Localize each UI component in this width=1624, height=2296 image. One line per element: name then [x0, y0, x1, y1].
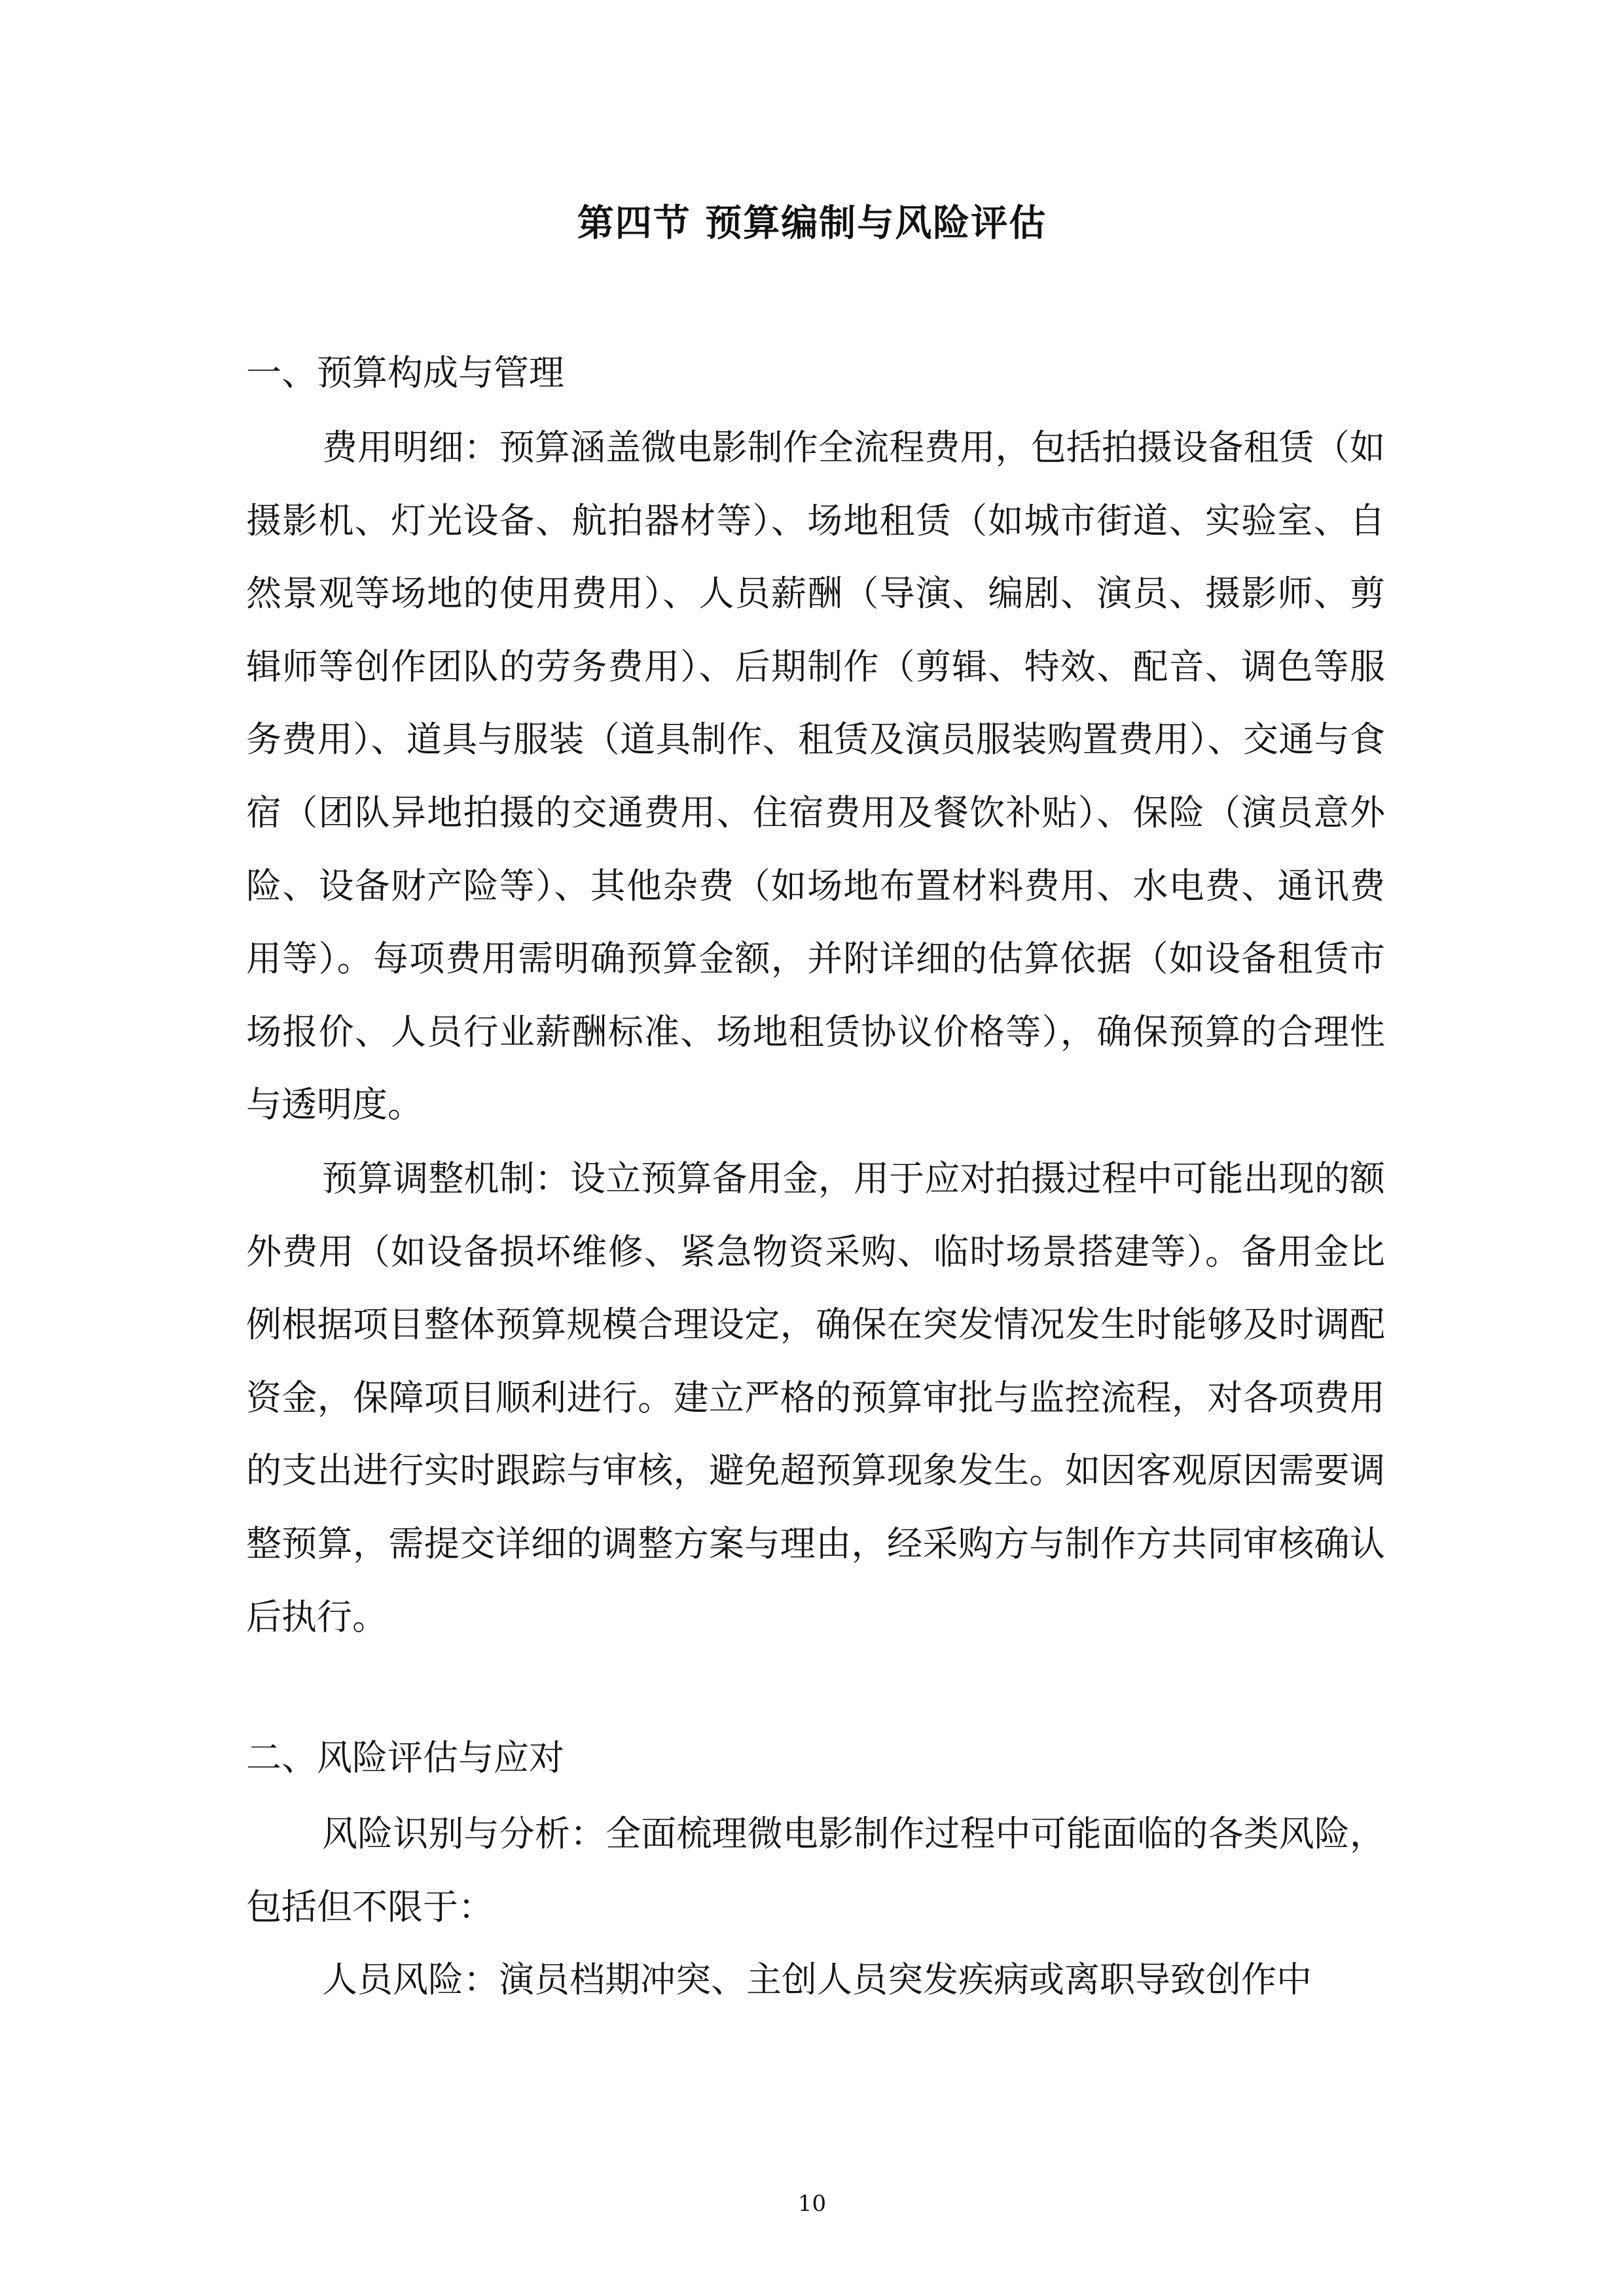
section-title: 第四节 预算编制与风险评估 [577, 202, 1047, 245]
paragraph-personnel-risk: 人员风险：演员档期冲突、主创人员突发疾病或离职导致创作中 [322, 1959, 1312, 2000]
paragraph-risk-identification: 风险识别与分析：全面梳理微电影制作过程中可能面临的各类风险，包括但不限于： [246, 1813, 1385, 1928]
page-number: 10 [797, 2191, 827, 2217]
subsection-heading-risk: 二、风险评估与应对 [246, 1737, 564, 1778]
paragraph-budget-adjustment: 预算调整机制：设立预算备用金，用于应对拍摄过程中可能出现的额外费用（如设备损坏维修、紧急物资采购、临时场景搭建等）。备用金比例根据项目整体预算规模合理设定，确保在突发情况发生时能够及时调配资金，保障项目顺利进行。建立严格的预算审批与监控流程，对各项费用的支出进行实时跟踪与审核，避免超预算现象发生。如因客观原因需要调整预算，需提交详细的调整方案与理由，经采购方与制作方共同审核确认后执行。 [246, 1158, 1385, 1638]
paragraph-cost-details: 费用明细：预算涵盖微电影制作全流程费用，包括拍摄设备租赁（如摄影机、灯光设备、航拍器材等）、场地租赁（如城市街道、实验室、自然景观等场地的使用费用）、人员薪酬（导演、编剧、演员、摄影师、剪辑师等创作团队的劳务费用）、后期制作（剪辑、特效、配音、调色等服务费用）、道具与服装（道具制作、租赁及演员服装购置费用）、交通与食宿（团队异地拍摄的交通费用、住宿费用及餐饮补贴）、保险（演员意外险、设备财产险等）、其他杂费（如场地布置材料费用、水电费、通讯费用等）。每项费用需明确预算金额，并附详细的估算依据（如设备租赁市场报价、人员行业薪酬标准、场地租赁协议价格等），确保预算的合理性与透明度。 [246, 427, 1385, 1126]
subsection-heading-budget: 一、预算构成与管理 [246, 352, 564, 393]
